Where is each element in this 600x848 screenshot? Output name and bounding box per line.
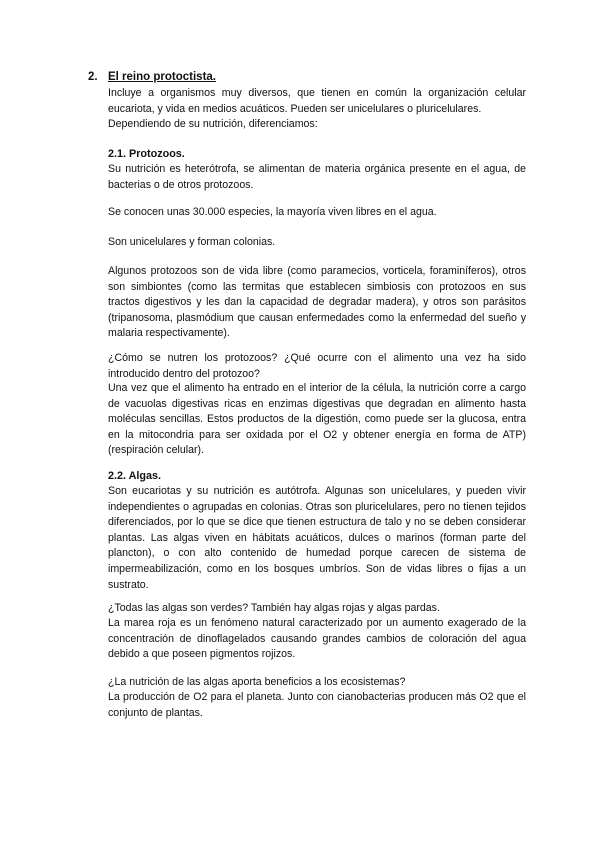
section-intro xyxy=(108,86,526,133)
protozoos-p1: Su nutrición es heterótrofa, se alimentan de materia orgánica presente en el agua, de bacterias o de otros protozoos. xyxy=(108,163,526,191)
algas-question-2: ¿La nutrición de las algas aporta beneficios a los ecosistemas? xyxy=(108,676,406,688)
algas-heading: 2.2. Algas. xyxy=(108,470,162,482)
intro-paragraph-2: Dependiendo de su nutrición, diferenciamos: xyxy=(108,118,318,131)
algas-question-1: ¿Todas las algas son verdes? También hay algas rojas y algas pardas. xyxy=(108,602,440,614)
protozoos-heading: 2.1. Protozoos. xyxy=(108,148,185,160)
protozoos-p3: Son unicelulares y forman colonias. xyxy=(108,236,276,248)
algas-answer-1: La marea roja es un fenómeno natural caracterizado por un aumento exagerado de la concentración de dinoflagelados causando grandes cambios de coloración del agua debido a que poseen pigmentos rojizos. xyxy=(108,617,526,661)
protozoos-p4: Algunos protozoos son de vida libre (como paramecios, vorticela, foraminíferos), otros son simbiontes (como las termitas que establecen simbiosis con protozoos en sus tractos digestivos y les dan la capacidad de degradar madera), y otros son parásitos (tripanosoma, plasmódium que causan enfermedades como la enfermedad del sueño y malaria respectivamente). xyxy=(108,265,526,340)
protozoos-answer: Una vez que el alimento ha entrado en el interior de la célula, la nutrición corre a cargo de vacuolas digestivas ricas en enzimas digestivas que degradan en alimento hasta moléculas sencillas. Estos productos de la digestión, como puede ser la glucosa, entra en la mitocondria para ser oxidada por el O2 y obtener energía en forma de ATP) (respiración celular). xyxy=(108,382,526,457)
section-heading xyxy=(88,71,216,83)
section-title: El reino protoctista. xyxy=(108,71,216,83)
section-number: 2. xyxy=(88,71,98,83)
algas-p1: Son eucariotas y su nutrición es autótrofa. Algunas son unicelulares, y pueden vivir independientes o agrupadas en colonias. Otras son pluricelulares, pero no tienen tejidos diferenciados, por lo que se dice que tienen estructura de talo y no se deben considerar plantas. Las algas viven en hábitats acuáticos, dulces o marinos (forman parte del plancton), o con alto contenido de humedad porque carecen de sistema de impermeabilización, como en los bosques umbríos. Son de vidas libres o fijas a un sustrato. xyxy=(108,485,526,591)
intro-paragraph: Incluye a organismos muy diversos, que tienen en común la organización celular eucariota, y vida en medios acuáticos. Pueden ser unicelulares o pluricelulares. xyxy=(108,87,526,115)
protozoos-question: ¿Cómo se nutren los protozoos? ¿Qué ocurre con el alimento una vez ha sido introducido dentro del protozoo? xyxy=(108,352,526,380)
protozoos-p2: Se conocen unas 30.000 especies, la mayoría viven libres en el agua. xyxy=(108,206,437,218)
algas-answer-2: La producción de O2 para el planeta. Junto con cianobacterias producen más O2 que el conjunto de plantas. xyxy=(108,691,526,719)
